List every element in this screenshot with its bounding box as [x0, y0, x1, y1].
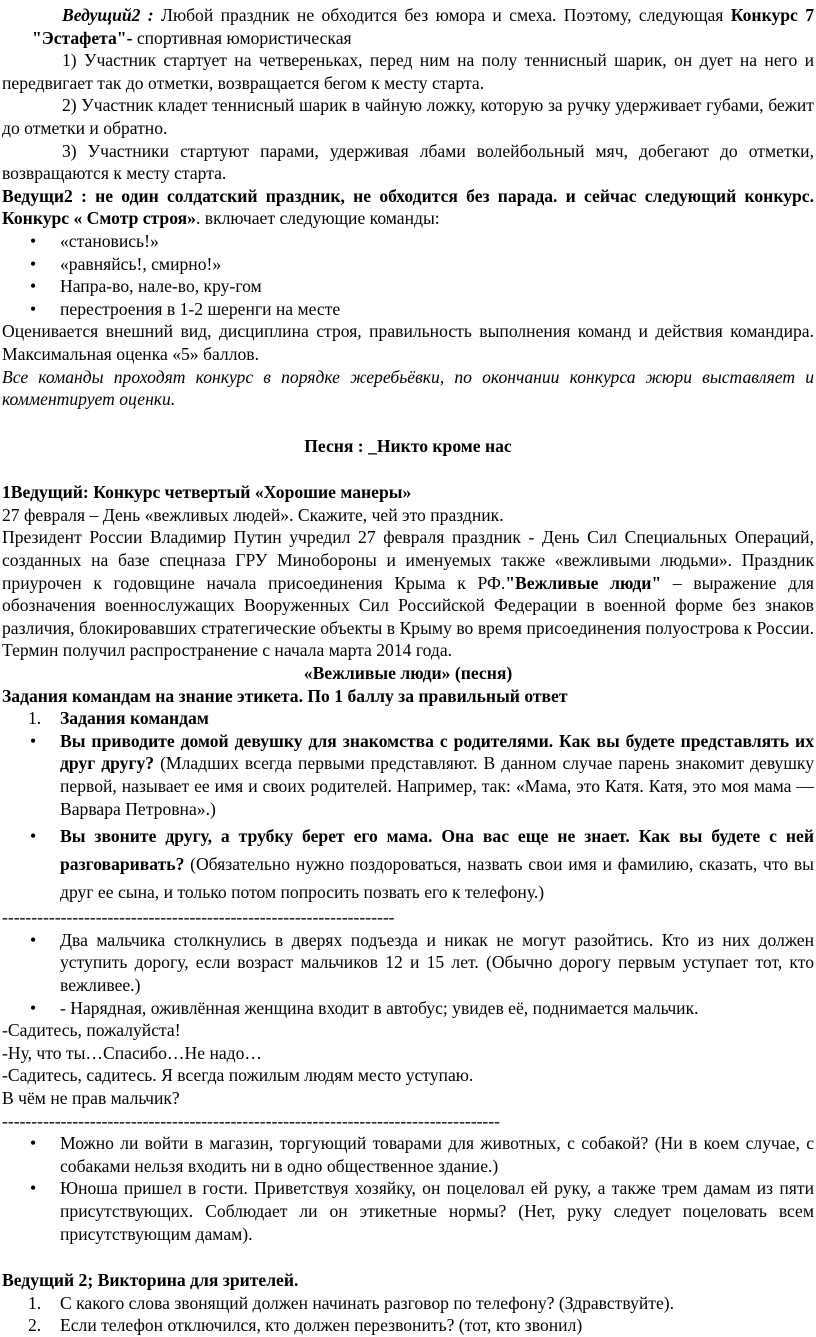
tasks-heading: Задания командам на знание этикета. По 1 баллу за правильный ответ	[2, 685, 568, 706]
host-label: Ведущий2 :	[62, 5, 154, 25]
list-item	[2, 298, 814, 321]
list-number: 2.	[28, 1315, 42, 1336]
quiz-heading: Ведущий 2; Викторина для зрителей.	[2, 1270, 299, 1291]
list-item	[2, 253, 814, 276]
parade-intro	[2, 185, 814, 230]
dialogue-line: -Садитесь, пожалуйста!	[2, 1020, 181, 1041]
question-text: Юноша пришел в гости. Приветствуя хозяйку, он поцеловал ей руку, а также трем дамам из пяти присутствующих. Соблюдает ли он этикетные нормы? (Нет, руку следует поцеловать всем присутствующим дамам).	[60, 1178, 814, 1244]
bullet-icon: •	[30, 276, 37, 297]
list-item	[2, 1292, 814, 1315]
bullet-icon: •	[30, 826, 37, 847]
separator-line: -------------------------------------------------------------------	[2, 907, 395, 928]
quiz-question: Если телефон отключился, кто должен перезвонить? (тот, кто звонил)	[60, 1315, 583, 1336]
question-text: Вы звоните другу, а трубку берет его мама. Она вас еще не знает. Как вы будете с ней разговаривать?	[60, 826, 814, 875]
bullet-icon: •	[30, 298, 37, 319]
bullet-icon: •	[30, 253, 37, 274]
manners-paragraph	[2, 526, 814, 662]
relay-contest-title: Конкурс 7 "Эстафета"-	[32, 5, 814, 48]
command-text: Напра-во, нале-во, кру-гом	[60, 276, 262, 297]
manners-paragraph-a: Президент России Владимир Путин учредил 27 февраля праздник - День Сил Специальных Операций, созданных на базе спецназа ГРУ Минобороны и именуемых также «вежливыми людьми». Праздник приурочен к годовщине начала присоединения Крыма к РФ.	[2, 527, 814, 593]
list-item	[2, 822, 814, 906]
relay-rule: 2) Участник кладет теннисный шарик в чайную ложку, которую за ручку удерживает губами, бежит до отметки и обратно.	[2, 95, 814, 138]
bullet-icon: •	[30, 730, 37, 751]
page-content	[2, 4, 814, 1337]
manners-date-line: 27 февраля – День «вежливых людей». Скажите, чей это праздник.	[2, 504, 504, 525]
parade-commands-list	[2, 230, 814, 320]
list-number: 1.	[28, 708, 42, 729]
bullet-icon: •	[30, 1133, 37, 1154]
question-text: Два мальчика столкнулись в дверях подъезда и никак не могут разойтись. Кто из них должен уступить дорогу, если возраст мальчиков 12 и 15 лет. (Обычно дорогу первым уступает тот, кто вежливее.)	[60, 929, 814, 995]
relay-intro	[2, 4, 814, 49]
question-text: - Нарядная, оживлённая женщина входит в автобус; увидев её, поднимается мальчик.	[60, 997, 699, 1018]
relay-intro-text: Любой праздник не обходится без юмора и смеха. Поэтому, следующая	[153, 5, 731, 25]
dialogue-question: В чём не прав мальчик?	[2, 1087, 180, 1108]
song-title: Песня : _Никто кроме нас	[304, 435, 512, 456]
etiquette-questions-b	[2, 929, 814, 1019]
parade-intro-rest: . включает следующие команды:	[195, 208, 440, 229]
song-title: «Вежливые люди» (песня)	[303, 663, 513, 684]
polite-people-term: "Вежливые люди"	[505, 572, 662, 593]
relay-rule: 3) Участники стартуют парами, удерживая лбами волейбольный мяч, добегают до отметки, возвращаются к месту старта.	[2, 140, 814, 184]
list-item	[2, 707, 814, 730]
list-item	[2, 1314, 814, 1337]
spacer	[2, 1245, 814, 1269]
bullet-icon: •	[30, 997, 37, 1018]
relay-rule: 1) Участник стартует на четвереньках, перед ним на полу теннисный шарик, он дует на него и передвигает так до отметки, возвращается бегом к месту старта.	[2, 50, 814, 93]
parade-evaluation: Оценивается внешний вид, дисциплина строя, правильность выполнения команд и действия командира. Максимальная оценка «5» баллов.	[2, 321, 814, 364]
command-text: «становись!»	[60, 230, 159, 251]
tasks-list-label: Задания командам	[60, 708, 209, 729]
manners-paragraph-b: – выражение для обозначения военнослужащих Вооруженных Сил Российской Федерации в военной форме без знаков различия, блокировавших стратегические объекты в Крыму во время присоединения полуострова к России. Термин получил распространение с начала марта 2014 года.	[2, 572, 815, 661]
list-number: 1.	[28, 1292, 42, 1313]
etiquette-questions-a2	[2, 822, 814, 906]
separator-line: -------------------------------------------------------------------------------------	[2, 1110, 501, 1131]
dialogue-line: -Ну, что ты…Спасибо…Не надо…	[2, 1042, 263, 1063]
bullet-icon: •	[30, 1178, 37, 1199]
tasks-list	[2, 707, 814, 730]
answer-text: (Обязательно нужно поздороваться, назвать свои имя и фамилию, сказать, что вы друг ее сына, и только потом попросить позвать его к телефону.)	[60, 854, 814, 903]
question-text: Можно ли войти в магазин, торгующий товарами для животных, с собакой? (Ни в коем случае, с собаками нельзя входить ни в одно общественное здание.)	[60, 1133, 814, 1176]
list-item	[2, 997, 814, 1020]
etiquette-questions-a	[2, 730, 814, 820]
quiz-question: С какого слова звонящий должен начинать разговор по телефону? (Здравствуйте).	[60, 1292, 675, 1313]
spacer	[2, 457, 814, 481]
parade-intro-bold: Ведущи2 : не один солдатский праздник, не обходится без парада. и сейчас следующий конкурс. Конкурс « Смотр строя»	[2, 185, 814, 229]
relay-contest-subtitle: спортивная юмористическая	[132, 27, 352, 48]
list-item	[2, 1132, 814, 1177]
question-text: Вы приводите домой девушку для знакомства с родителями. Как вы будете представлять их друг другу?	[60, 730, 814, 774]
spacer	[2, 411, 814, 435]
parade-note: Все команды проходят конкурс в порядке жеребьёвки, по окончании конкурса жюри выставляет и комментирует оценки.	[2, 366, 814, 410]
etiquette-questions-c	[2, 1132, 814, 1245]
command-text: «равняйсь!, смирно!»	[60, 253, 222, 274]
list-item	[2, 230, 814, 253]
quiz-list	[2, 1292, 814, 1337]
bullet-icon: •	[30, 230, 37, 251]
manners-heading: 1Ведущий: Конкурс четвертый «Хорошие манеры»	[2, 482, 412, 503]
list-item	[2, 275, 814, 298]
list-item	[2, 1177, 814, 1245]
bullet-icon: •	[30, 929, 37, 950]
command-text: перестроения в 1-2 шеренги на месте	[60, 298, 341, 319]
dialogue-line: -Садитесь, садитесь. Я всегда пожилым людям место уступаю.	[2, 1065, 474, 1086]
list-item	[2, 929, 814, 997]
list-item	[2, 730, 814, 820]
answer-text: (Младших всегда первыми представляют. В данном случае парень знакомит девушку первой, называет ее имя и своих родителей. Например, так: «Мама, это Катя. Катя, это моя мама — Варвара Петровна».)	[60, 753, 814, 819]
